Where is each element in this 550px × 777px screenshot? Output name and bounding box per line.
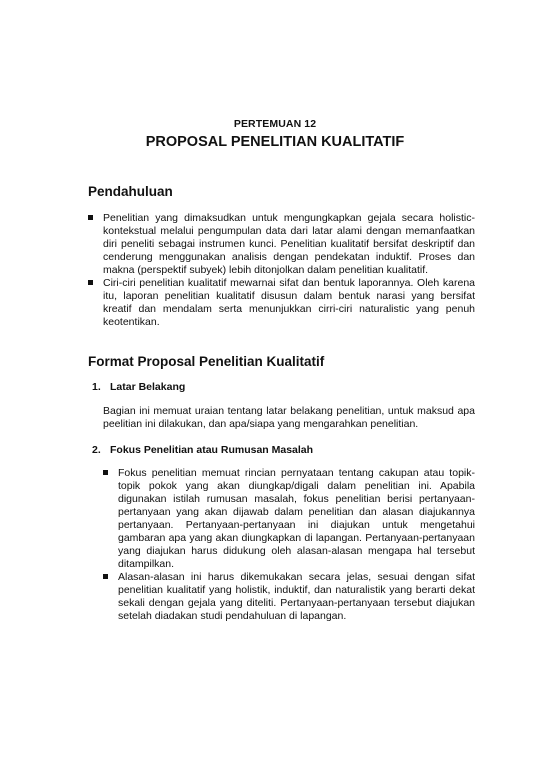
list-item: [103, 571, 475, 623]
section-2-title: Fokus Penelitian atau Rumusan Masalah: [110, 444, 314, 456]
section-1-paragraph: Bagian ini memuat uraian tentang latar belakang penelitian, untuk maksud apa peelitian ini dilakukan, dan apa/siapa yang mengarahkan penelitian.: [103, 405, 475, 430]
format-heading: Format Proposal Penelitian Kualitatif: [88, 354, 325, 369]
section-2-bullet-text: Fokus penelitian memuat rincian pernyataan tentang cakupan atau topik-topik pokok yang akan diungkap/digali dalam penelitian ini. Apabila digunakan istilah rumusan masalah, fokus penelitian berisi pertanyaan-pertanyaan yang akan dijawab dalam penelitian dan alasan diajukannya pertanyaan. Pertanyaan-pertanyaan ini diajukan untuk mengetahui gambaran apa yang akan diungkapkan di lapangan. Pertanyaan-pertanyaan yang diajukan harus didukung oleh alasan-alasan mengapa hal tersebut ditampilkan.: [118, 467, 475, 570]
section-2-bullet-text: Alasan-alasan ini harus dikemukakan secara jelas, sesuai dengan sifat penelitian kualitatif yang holistik, induktif, dan naturalistik yang berarti dekat sekali dengan gejala yang diteliti. Pertanyaan-pertanyaan tersebut diajukan setelah diadakan studi pendahuluan di lapangan.: [118, 571, 475, 622]
intro-bullet-text: Ciri-ciri penelitian kualitatif mewarnai sifat dan bentuk laporannya. Oleh karena itu, laporan penelitian kualitatif disusun dalam bentuk narasi yang bersifat kreatif dan mendalam serta menunjukkan cirri-ciri naturalistic yang penuh keotentikan.: [103, 277, 475, 328]
list-item: [88, 277, 475, 329]
bullet-icon: [103, 574, 108, 579]
section-1-title: Latar Belakang: [110, 381, 186, 393]
bullet-icon: [88, 215, 93, 220]
section-1-heading: [92, 381, 185, 393]
list-item: [88, 212, 475, 277]
section-2-number: 2.: [92, 444, 101, 456]
bullet-icon: [88, 280, 93, 285]
intro-heading: Pendahuluan: [88, 184, 173, 199]
intro-bullet-text: Penelitian yang dimaksudkan untuk mengungkapkan gejala secara holistic-kontekstual melalui pengumpulan data dari latar alami dengan memanfaatkan diri peneliti sebagai instrumen kunci. Penelitian kualitatif bersifat deskriptif dan cenderung menggunakan analisis dengan pendekatan induktif. Proses dan makna (perspektif subyek) lebih ditonjolkan dalam penelitian kualitatif.: [103, 212, 475, 276]
document-title: PROPOSAL PENELITIAN KUALITATIF: [145, 134, 405, 150]
section-2-heading: [92, 444, 313, 456]
meeting-label: PERTEMUAN 12: [233, 118, 317, 130]
list-item: [103, 467, 475, 571]
bullet-icon: [103, 470, 108, 475]
section-2-bullet-list: [103, 467, 475, 623]
intro-bullet-list: [88, 212, 475, 329]
section-1-number: 1.: [92, 381, 101, 393]
